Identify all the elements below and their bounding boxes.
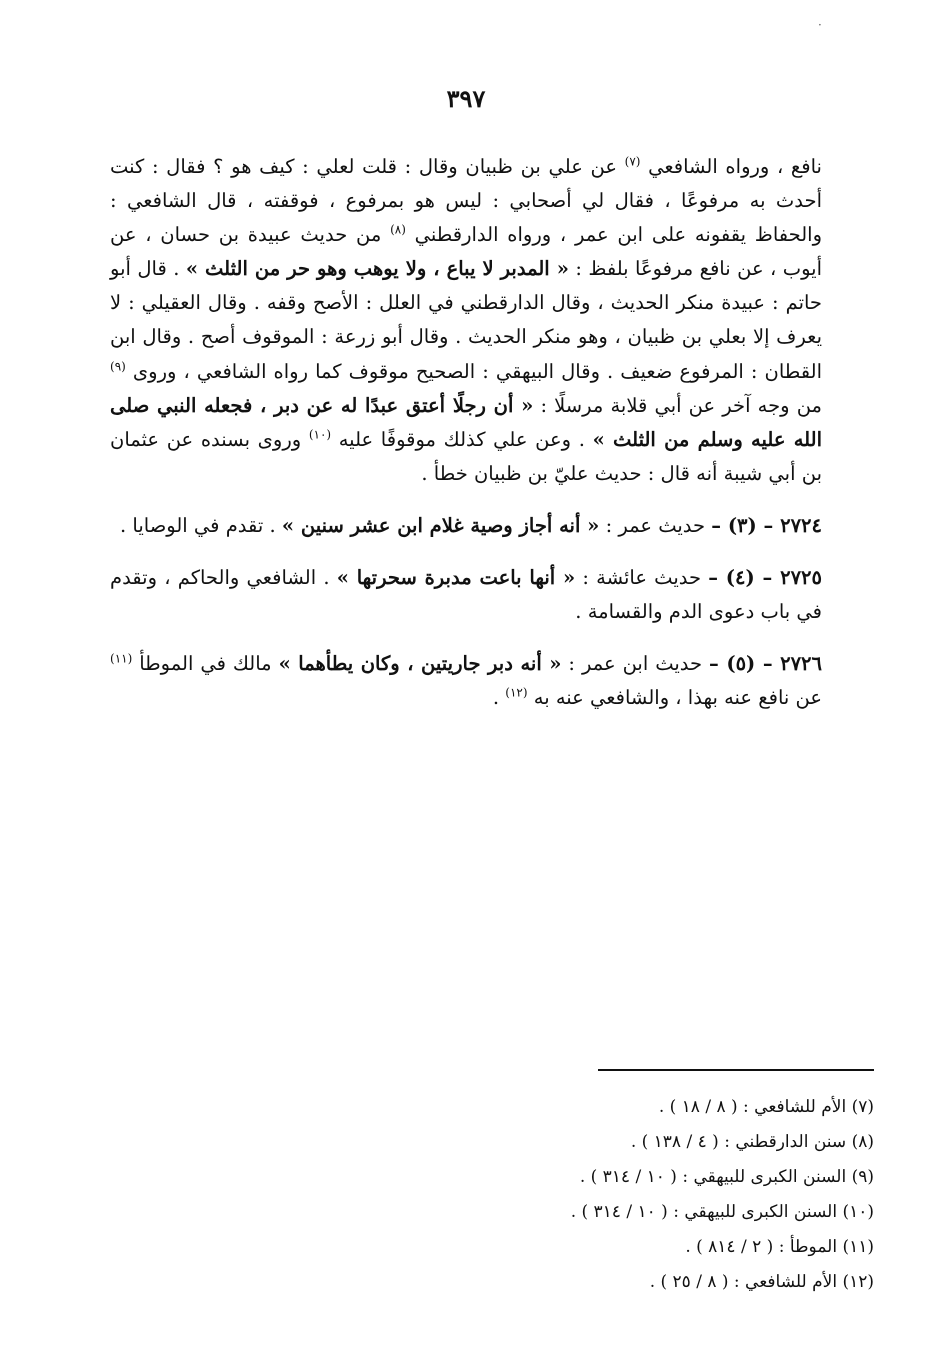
bold-text: ٢٧٢٥ – (٤) – xyxy=(708,566,822,590)
text-segment: عن نافع عنه بهذا ، والشافعي عنه به xyxy=(527,686,822,710)
footnote-12: (١٢) الأم للشافعي : ( ٨ / ٢٥ ) . xyxy=(649,1272,874,1292)
footnote-ref: (٨) xyxy=(390,222,406,237)
text-segment: . الشافعي والحاكم ، وتقدم في باب دعوى الدم والقسامة . xyxy=(110,566,822,624)
bold-text: ٢٧٢٤ – (٣) – xyxy=(711,513,822,537)
hadith-entry xyxy=(110,647,822,715)
corner-mark: · xyxy=(818,18,822,32)
text-segment: . وعن علي كذلك موقوفًا عليه xyxy=(331,427,593,451)
text-segment: من وجه آخر عن أبي قلابة مرسلًا : xyxy=(533,393,823,417)
footnote-7: (٧) الأم للشافعي : ( ٨ / ١٨ ) . xyxy=(658,1097,874,1117)
text-segment: . قال أبو حاتم : عبيدة منكر الحديث ، وقال الدارقطني في العلل : الأصح وقفه . وقال العقيلي : لا يعرف إلا بعلي بن ظبيان ، وهو منكر الحديث . وقال أبو زرعة : الموقوف أصح . وقال ابن القطان : المرفوع ضعيف . وقال البيهقي : الصحيح موقوف كما رواه الشافعي ، وروى xyxy=(110,257,822,383)
footnote-ref: (٩) xyxy=(110,359,126,374)
text-segment: مالك في الموطأ xyxy=(132,652,279,676)
footnotes xyxy=(300,1090,874,1300)
footnote-divider xyxy=(598,1069,874,1071)
footnote-ref: (١٢) xyxy=(505,685,528,700)
bold-text: ٢٧٢٦ – (٥) – xyxy=(709,652,823,676)
paragraph-continuation xyxy=(110,150,822,491)
hadith-entry xyxy=(110,509,822,543)
bold-text: « أن رجلًا أعتق عبدًا له عن دبر ، فجعله النبي صلى الله عليه وسلم من الثلث » xyxy=(110,393,822,451)
bold-text: « أنه أجاز وصية غلام ابن عشر سنين » xyxy=(281,513,600,537)
page-number: ٣٩٧ xyxy=(446,84,486,113)
text-segment: حديث ابن عمر : xyxy=(561,652,710,676)
footnote-ref: (٧) xyxy=(624,154,641,169)
text-segment: عن علي بن ظبيان وقال : قلت لعلي : كيف هو ؟ فقال : كنت أحدث به مرفوعًا ، فقال لي أصحابي : ليس هو بمرفوع ، فوقفته ، قال الشافعي : والحفاظ يقفونه على ابن عمر ، ورواه الدارقطني xyxy=(110,155,823,247)
footnote-ref: (١٠) xyxy=(308,427,332,442)
text-segment: حديث عائشة : xyxy=(575,566,709,590)
text-segment: وروى بسنده عن عثمان بن أبي شيبة أنه قال : حديث عليّ بن ظبيان خطأ . xyxy=(110,427,822,485)
hadith-entry xyxy=(110,561,822,629)
main-text xyxy=(110,150,822,715)
footnote-11: (١١) الموطأ : ( ٢ / ٨١٤ ) . xyxy=(685,1237,874,1257)
text-segment: . تقدم في الوصايا . xyxy=(120,513,282,537)
footnote-ref: (١١) xyxy=(110,651,133,666)
footnote-9: (٩) السنن الكبرى للبيهقي : ( ١٠ / ٣١٤ ) . xyxy=(579,1167,874,1187)
bold-text: « أنه دبر جاريتين ، وكان يطأهما » xyxy=(278,652,562,676)
text-segment: . xyxy=(492,686,506,710)
footnote-10: (١٠) السنن الكبرى للبيهقي : ( ١٠ / ٣١٤ ) . xyxy=(570,1202,874,1222)
bold-text: « أنها باعت مدبرة سحرتها » xyxy=(336,566,576,590)
text-segment: حديث عمر : xyxy=(599,513,712,537)
text-segment: من حديث عبيدة بن حسان ، عن أيوب ، عن نافع مرفوعًا بلفظ : xyxy=(110,223,822,281)
bold-text: « المدبر لا يباع ، ولا يوهب وهو حر من الثلث » xyxy=(185,257,569,281)
text-segment: نافع ، ورواه الشافعي xyxy=(640,155,822,178)
footnote-8: (٨) سنن الدارقطني : ( ٤ / ١٣٨ ) . xyxy=(630,1132,874,1152)
